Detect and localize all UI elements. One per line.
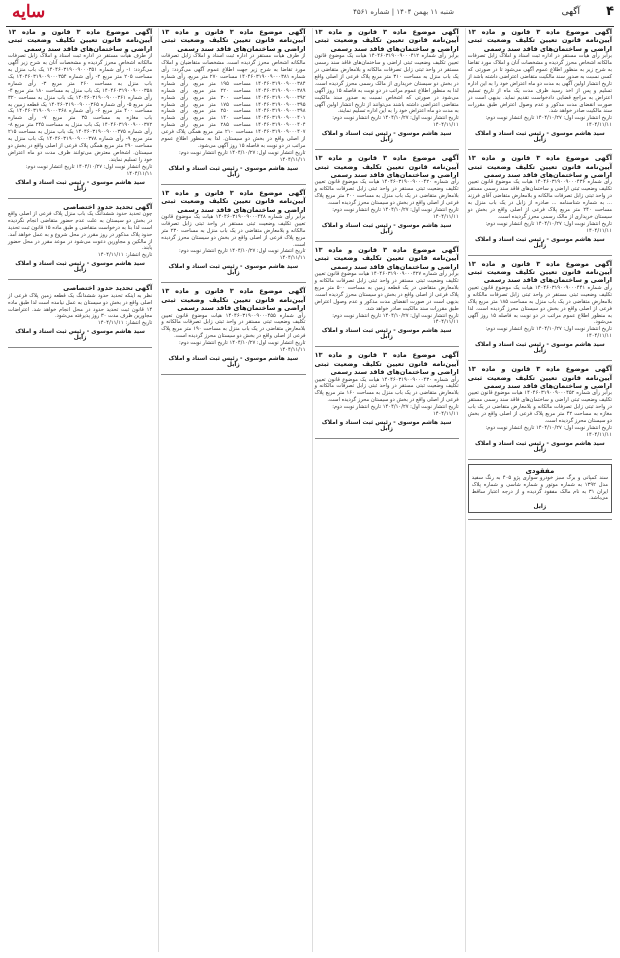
column-1 [465, 28, 614, 952]
notice-signature: سید هاشم موسوی - رئیس ثبت اسناد و املاک زابل [15, 261, 145, 274]
notice-block [468, 154, 612, 248]
divider [468, 519, 612, 520]
notice-body: چون تحدید حدود ششدانگ یک باب منزل پلاک فرعی از اصلی واقع در بخش دو سیستان به علت عدم حضور متقاضی انجام نگردیده است لذا بنا به درخواست متقاضی و طبق ماده ۱۵ قانون ثبت تحدید حدود پلاک مذکور در روز مقرر در محل شروع و به عمل خواهد آمد. از مالکین و مجاورین دعوت می‌شود در موعد مقرر در محل حضور یابند. [8, 210, 153, 252]
divider [315, 438, 459, 439]
notice-body: از طرف هیات مستقر در اداره ثبت اسناد و املاک زابل تصرفات مالکانه اشخاص محرز گردیده است. مشخصات متقاضیان و املاک مورد تقاضا به شرح زیر جهت اطلاع عموم آگهی می‌گردد: رأی شماره ۱۴۰۴۶۰۳۱۹۰۰۹۰۰۰۳۸۱ مساحت ۲۷۰ متر مربع، رأی شماره ۱۴۰۴۶۰۳۱۹۰۰۹۰۰۰۳۸۴ مساحت ۱۹۵ متر مربع، رأی شماره ۱۴۰۴۶۰۳۱۹۰۰۹۰۰۰۳۸۹ مساحت ۲۲۰ متر مربع، رأی شماره ۱۴۰۴۶۰۳۱۹۰۰۹۰۰۰۳۹۲ مساحت ۳۰۰ متر مربع، رأی شماره ۱۴۰۴۶۰۳۱۹۰۰۹۰۰۰۳۹۵ مساحت ۱۷۵ متر مربع، رأی شماره ۱۴۰۴۶۰۳۱۹۰۰۹۰۰۰۳۹۸ مساحت ۲۵۰ متر مربع، رأی شماره ۱۴۰۴۶۰۳۱۹۰۰۹۰۰۰۴۰۱ مساحت ۱۴۰ متر مربع، رأی شماره ۱۴۰۴۶۰۳۱۹۰۰۹۰۰۰۴۰۴ مساحت ۲۸۵ متر مربع، رأی شماره ۱۴۰۴۶۰۳۱۹۰۰۹۰۰۰۴۰۷ مساحت ۲۱۰ متر مربع همگی پلاک فرعی از اصلی واقع در بخش دو سیستان. لذا به منظور اطلاع عموم مراتب در دو نوبت به فاصله ۱۵ روز آگهی می‌شود. [161, 53, 306, 149]
notice-body: برابر رأی شماره ۱۴۰۴۶۰۳۱۹۰۰۹۰۰۰۴۲۷ هیات موضوع قانون تعیین تکلیف وضعیت ثبتی مستقر در واحد ثبتی زابل تصرفات مالکانه و بلامعارض متقاضی در یک قطعه زمین به مساحت ۵۰۰ متر مربع پلاک فرعی از اصلی واقع در بخش دو سیستان محرز گردیده است. بدیهی است در صورت انقضای مدت مذکور و عدم وصول اعتراض طبق مقررات سند مالکیت صادر خواهد شد. [314, 271, 459, 312]
notice-signature: سید هاشم موسوی - رئیس ثبت اسناد و املاک زابل [474, 236, 605, 249]
divider [8, 198, 152, 199]
notice-body: رأی شماره ۱۴۰۴۶۰۳۱۹۰۰۹۰۰۰۴۵۵ هیات موضوع قانون تعیین تکلیف وضعیت ثبتی مستقر در واحد ثبتی زابل تصرفات مالکانه و بلامعارض متقاضی در یک باب منزل به مساحت ۱۹۰ متر مربع پلاک فرعی از اصلی واقع در بخش دو سیستان محرز گردیده است. [161, 312, 306, 340]
notice-dates: تاریخ انتشار نوبت اول: ۱۴۰۴/۱۰/۲۷ تاریخ انتشار نوبت دوم: ۱۴۰۴/۱۱/۱۱ [485, 115, 612, 129]
column-2 [312, 28, 461, 952]
divider [315, 346, 459, 347]
notice-dates: تاریخ انتشار نوبت اول: ۱۴۰۴/۱۰/۲۷ تاریخ انتشار نوبت دوم: ۱۴۰۴/۱۱/۱۱ [178, 248, 306, 262]
notice-dates: تاریخ انتشار نوبت اول: ۱۴۰۴/۱۰/۲۷ تاریخ انتشار نوبت دوم: ۱۴۰۴/۱۱/۱۱ [178, 340, 306, 354]
notice-title: آگهی موضوع ماده ۳ قانون و ماده ۱۳ آیین‌نامه قانون تعیین تکلیف وضعیت ثبتی اراضی و ساختمان‌های فاقد سند رسمی [467, 259, 612, 285]
notice-block [8, 28, 152, 192]
divider [8, 279, 152, 280]
notice-title: آگهی موضوع ماده ۳ قانون و ماده ۱۳ آیین‌نامه قانون تعیین تکلیف وضعیت ثبتی اراضی و ساختمان‌های فاقد سند رسمی [467, 154, 612, 179]
notice-signature: سید هاشم موسوی - رئیس ثبت اسناد و املاک زابل [474, 440, 605, 453]
notice-title: آگهی موضوع ماده ۳ قانون و ماده ۱۳ آیین‌نامه قانون تعیین تکلیف وضعیت ثبتی اراضی و ساختمان‌های فاقد سند رسمی [314, 245, 459, 271]
notice-body: برابر رأی شماره ۱۴۰۴۶۰۳۱۹۰۰۹۰۰۰۴۱۲ هیات یک موضوع قانون تعیین تکلیف وضعیت ثبتی اراضی و ساختمان‌های فاقد سند رسمی مستقر در واحد ثبتی زابل تصرفات مالکانه و بلامعارض متقاضی در یک باب منزل به مساحت ۳۱۰ متر مربع پلاک فرعی از اصلی واقع در بخش دو سیستان خریداری از مالک رسمی محرز گردیده است. لذا به منظور اطلاع عموم مراتب در دو نوبت به فاصله ۱۵ روز آگهی می‌شود در صورتی که اشخاص نسبت به صدور سند مالکیت متقاضی اعتراضی داشته باشند می‌توانند از تاریخ انتشار اولین آگهی به مدت دو ماه اعتراض خود را به این اداره تسلیم نمایند. [314, 53, 459, 115]
notice-body: نظر به اینکه تحدید حدود ششدانگ یک قطعه زمین پلاک فرعی از اصلی واقع در بخش دو سیستان به عمل نیامده است لذا طبق ماده ۱۴ قانون ثبت تحدید حدود در محل انجام خواهد شد. اعتراضات مجاورین ظرف مدت ۳۰ روز پذیرفته می‌شود. [8, 292, 153, 320]
newspaper-logo: سایه [12, 2, 46, 22]
notice-dates: تاریخ انتشار نوبت اول: ۱۴۰۴/۱۰/۲۷ تاریخ انتشار نوبت دوم: ۱۴۰۴/۱۱/۱۱ [485, 326, 612, 340]
notice-title: آگهی موضوع ماده ۳ قانون و ماده ۱۳ آیین‌نامه قانون تعیین تکلیف وضعیت ثبتی اراضی و ساختمان‌های فاقد سند رسمی [467, 28, 612, 53]
notice-block [8, 203, 152, 274]
notice-block [161, 287, 305, 368]
notice-block [315, 351, 459, 432]
notice-signature: سید هاشم موسوی - رئیس ثبت اسناد و املاک زابل [15, 329, 145, 342]
notice-body: برابر رأی شماره ۱۴۰۴۶۰۳۱۹۰۰۹۰۰۰۴۴۸ هیات یک موضوع قانون تعیین تکلیف وضعیت ثبتی مستقر در واحد ثبتی زابل تصرفات مالکانه و بلامعارض متقاضی در یک باب منزل به مساحت ۲۳۰ متر مربع پلاک فرعی از اصلی واقع در بخش دو سیستان محرز گردیده است. [161, 213, 306, 248]
divider [315, 241, 459, 242]
notice-title: آگهی تحدید حدود اختصاصی [63, 284, 153, 293]
notice-signature: سید هاشم موسوی - رئیس ثبت اسناد و املاک زابل [321, 419, 452, 432]
divider [161, 374, 305, 375]
notice-dates: تاریخ انتشار: ۱۴۰۴/۱۱/۱۱ [97, 320, 153, 327]
notice-title: آگهی موضوع ماده ۳ قانون و ماده ۱۳ آیین‌نامه قانون تعیین تکلیف وضعیت ثبتی اراضی و ساختمان‌های فاقد سند رسمی [161, 28, 306, 53]
notice-dates: تاریخ انتشار نوبت اول: ۱۴۰۴/۱۰/۲۷ تاریخ انتشار نوبت دوم: ۱۴۰۴/۱۱/۱۱ [332, 312, 459, 326]
notice-title: آگهی تحدید حدود اختصاصی [63, 202, 153, 211]
column-4 [6, 28, 154, 952]
notice-dates: تاریخ انتشار نوبت اول: ۱۴۰۴/۱۰/۲۷ تاریخ انتشار نوبت دوم: ۱۴۰۴/۱۱/۱۱ [178, 149, 306, 163]
notice-dates: تاریخ انتشار نوبت اول: ۱۴۰۴/۱۰/۲۷ تاریخ انتشار نوبت دوم: ۱۴۰۴/۱۱/۱۱ [485, 424, 612, 438]
notice-title: آگهی موضوع ماده ۳ قانون و ماده ۱۳ آیین‌نامه قانون تعیین تکلیف وضعیت ثبتی اراضی و ساختمان‌های فاقد سند رسمی [161, 188, 306, 214]
divider [161, 184, 305, 185]
notice-body: رأی شماره ۱۴۰۴۶۰۳۱۹۰۰۹۰۰۰۴۳۰ هیات یک موضوع قانون تعیین تکلیف وضعیت ثبتی مستقر در واحد ثبتی زابل تصرفات مالکانه و بلامعارض متقاضی در یک باب منزل به مساحت ۱۶۰ متر مربع پلاک فرعی از اصلی واقع در بخش دو سیستان محرز گردیده است. [314, 376, 459, 404]
notice-dates: تاریخ انتشار نوبت اول: ۱۴۰۴/۱۰/۲۷ تاریخ انتشار نوبت دوم: ۱۴۰۴/۱۱/۱۱ [332, 404, 459, 418]
notice-title: آگهی موضوع ماده ۳ قانون و ماده ۱۳ آیین‌نامه قانون تعیین تکلیف وضعیت ثبتی اراضی و ساختمان‌های فاقد سند رسمی [161, 287, 306, 313]
notice-block [315, 154, 459, 235]
notice-block [468, 28, 612, 143]
divider [161, 282, 305, 283]
notice-dates: تاریخ انتشار نوبت اول: ۱۴۰۴/۱۰/۲۷ تاریخ انتشار نوبت دوم: ۱۴۰۴/۱۱/۱۱ [485, 220, 612, 234]
notice-signature: سید هاشم موسوی - رئیس ثبت اسناد و املاک زابل [15, 179, 145, 192]
notice-block [315, 246, 459, 340]
columns-container [6, 28, 614, 952]
notice-body: برابر رأی شماره ۱۴۰۴۶۰۳۱۹۰۰۹۰۰۰۴۵۲ هیات موضوع قانون تعیین تکلیف وضعیت ثبتی اراضی و ساختمان‌های فاقد سند رسمی مستقر در واحد ثبتی زابل تصرفات مالکانه و بلامعارض متقاضی در یک باب مغازه به مساحت ۴۲ متر مربع پلاک فرعی از اصلی واقع در بخش دو سیستان محرز گردیده است. [467, 390, 613, 424]
section-title: آگهی [561, 7, 580, 17]
notice-signature: سید هاشم موسوی - رئیس ثبت اسناد و املاک زابل [168, 165, 299, 178]
notice-block [468, 464, 612, 514]
notice-block [161, 28, 305, 178]
divider [468, 459, 612, 460]
notice-title: مفقودی [525, 466, 555, 475]
notice-signature: سید هاشم موسوی - رئیس ثبت اسناد و املاک زابل [474, 342, 605, 355]
notice-block [161, 189, 305, 277]
notice-body: رأی شماره ۱۴۰۴۶۰۳۱۹۰۰۹۰۰۰۴۲۰ هیات یک موضوع قانون تعیین تکلیف وضعیت ثبتی مستقر در واحد ثبتی زابل تصرفات مالکانه و بلامعارض متقاضی در یک باب منزل به مساحت ۲۰۰ متر مربع پلاک فرعی از اصلی واقع در بخش دو سیستان محرز گردیده است. [314, 179, 459, 207]
notice-block [468, 260, 612, 354]
notice-title: آگهی موضوع ماده ۳ قانون و ماده ۱۳ آیین‌نامه قانون تعیین تکلیف وضعیت ثبتی اراضی و ساختمان‌های فاقد سند رسمی [314, 154, 459, 179]
divider [315, 149, 459, 150]
notice-signature: زابل [533, 504, 547, 511]
divider [8, 347, 152, 348]
notice-title: آگهی موضوع ماده ۳ قانون و ماده ۱۳ آیین‌نامه قانون تعیین تکلیف وضعیت ثبتی اراضی و ساختمان‌های فاقد سند رسمی [467, 365, 612, 390]
column-3 [158, 28, 307, 952]
notice-title: آگهی موضوع ماده ۳ قانون و ماده ۱۳ آیین‌نامه قانون تعیین تکلیف وضعیت ثبتی اراضی و ساختمان‌های فاقد سند رسمی [314, 28, 459, 53]
page-header [6, 4, 614, 27]
notice-title: آگهی موضوع ماده ۳ قانون و ماده ۱۳ آیین‌نامه قانون تعیین تکلیف وضعیت ثبتی اراضی و ساختمان‌های فاقد سند رسمی [314, 351, 459, 377]
issue-info: شنبه ۱۱ بهمن ۱۴۰۴ | شماره ۴۵۶۱ [353, 8, 454, 16]
divider [468, 360, 612, 361]
notice-block [315, 28, 459, 143]
notice-dates: تاریخ انتشار نوبت اول: ۱۴۰۴/۱۰/۲۷ تاریخ انتشار نوبت دوم: ۱۴۰۴/۱۱/۱۱ [25, 163, 153, 177]
notice-body: سند کمپانی و برگ سبز خودرو سواری پژو ۴۰۵ به رنگ سفید مدل ۱۳۹۲ به شماره موتور و شماره شاسی و شماره پلاک ایران ۳۱ به نام مالک مفقود گردیده و از درجه اعتبار ساقط می‌باشد. [471, 474, 609, 502]
notice-signature: سید هاشم موسوی - رئیس ثبت اسناد و املاک زابل [321, 328, 452, 341]
notice-signature: سید هاشم موسوی - رئیس ثبت اسناد و املاک زابل [168, 355, 299, 368]
notice-title: آگهی موضوع ماده ۳ قانون و ماده ۱۳ آیین‌نامه قانون تعیین تکلیف وضعیت ثبتی اراضی و ساختمان‌های فاقد سند رسمی [8, 28, 153, 53]
notice-body: رأی شماره ۱۴۰۴۶۰۳۱۹۰۰۹۰۰۰۴۴۱ هیات یک موضوع قانون تعیین تکلیف وضعیت ثبتی مستقر در واحد ثبتی زابل تصرفات مالکانه و بلامعارض متقاضی در یک باب منزل به مساحت ۱۸۵ متر مربع پلاک فرعی از اصلی واقع در بخش دو سیستان محرز گردیده است. لذا به منظور اطلاع عموم مراتب در دو نوبت به فاصله ۱۵ روز آگهی می‌شود. [467, 284, 612, 326]
notice-signature: سید هاشم موسوی - رئیس ثبت اسناد و املاک زابل [168, 264, 299, 277]
notice-dates: تاریخ انتشار نوبت اول: ۱۴۰۴/۱۰/۲۷ تاریخ انتشار نوبت دوم: ۱۴۰۴/۱۱/۱۱ [332, 207, 459, 220]
divider [468, 255, 612, 256]
notice-block [468, 365, 612, 453]
notice-body: از طرف هیات مستقر در اداره ثبت اسناد و املاک زابل تصرفات مالکانه اشخاص محرز گردیده و مشخصات آنان به شرح زیر آگهی می‌گردد: ۱- رأی شماره ۱۴۰۴۶۰۳۱۹۰۰۹۰۰۰۳۵۱ یک باب منزل به مساحت ۲۰۵ متر مربع ۲- رأی شماره ۱۴۰۴۶۰۳۱۹۰۰۹۰۰۰۳۵۴ یک باب منزل به مساحت ۲۶۰ متر مربع ۳- رأی شماره ۱۴۰۴۶۰۳۱۹۰۰۹۰۰۰۳۵۸ یک باب منزل به مساحت ۱۸۰ متر مربع ۴- رأی شماره ۱۴۰۴۶۰۳۱۹۰۰۹۰۰۰۳۶۱ یک باب منزل به مساحت ۳۲۰ متر مربع ۵- رأی شماره ۱۴۰۴۶۰۳۱۹۰۰۹۰۰۰۳۶۵ یک قطعه زمین به مساحت ۴۰۰ متر مربع ۶- رأی شماره ۱۴۰۴۶۰۳۱۹۰۰۹۰۰۰۳۶۸ یک باب مغازه به مساحت ۳۵ متر مربع ۷- رأی شماره ۱۴۰۴۶۰۳۱۹۰۰۹۰۰۰۳۷۲ یک باب منزل به مساحت ۲۴۵ متر مربع ۸- رأی شماره ۱۴۰۴۶۰۳۱۹۰۰۹۰۰۰۳۷۵ یک باب منزل به مساحت ۲۱۵ متر مربع ۹- رأی شماره ۱۴۰۴۶۰۳۱۹۰۰۹۰۰۰۳۷۸ یک باب منزل به مساحت ۲۹۰ متر مربع همگی پلاک فرعی از اصلی واقع در بخش دو سیستان. اشخاص معترض می‌توانند ظرف مدت دو ماه اعتراض خود را تسلیم نمایند. [8, 53, 153, 163]
notice-signature: سید هاشم موسوی - رئیس ثبت اسناد و املاک زابل [474, 131, 605, 144]
notice-body: رأی شماره ۱۴۰۴۶۰۳۱۹۰۰۹۰۰۰۴۳۶ هیات یک موضوع قانون تعیین تکلیف وضعیت ثبتی اراضی و ساختمان‌های فاقد سند رسمی مستقر در واحد ثبتی زابل تصرفات مالکانه و بلامعارض متقاضی آقای فرزند ... به شماره شناسنامه ... صادره از زابل در یک باب منزل به مساحت ۲۴۰ متر مربع پلاک فرعی از اصلی واقع در بخش دو سیستان خریداری از مالک رسمی محرز گردیده است. [467, 179, 613, 220]
notice-dates: تاریخ انتشار: ۱۴۰۴/۱۱/۱۱ [97, 252, 153, 259]
notice-block [8, 284, 152, 341]
notice-dates: تاریخ انتشار نوبت اول: ۱۴۰۴/۱۰/۲۷ تاریخ انتشار نوبت دوم: ۱۴۰۴/۱۱/۱۱ [332, 115, 459, 129]
divider [468, 149, 612, 150]
notice-body: برابر رأی هیات مستقر در اداره ثبت اسناد و املاک زابل تصرفات مالکانه اشخاص محرز گردیده و مشخصات آنان و املاک مورد تقاضا به شرح زیر به منظور اطلاع عموم آگهی می‌شود تا در صورتی که کسی نسبت به صدور سند مالکیت متقاضی اعتراضی داشته باشد از تاریخ انتشار اولین آگهی به مدت دو ماه اعتراض خود را به این اداره تسلیم و پس از اخذ رسید ظرف مدت یک ماه از تاریخ تسلیم اعتراض به مراجع قضایی دادخواست تقدیم نماید. بدیهی است در صورت انقضای مدت مذکور و عدم وصول اعتراض طبق مقررات سند مالکیت صادر خواهد شد. [467, 53, 612, 115]
page-number: ۴ [606, 4, 614, 19]
notice-signature: سید هاشم موسوی - رئیس ثبت اسناد و املاک زابل [321, 222, 452, 235]
notice-signature: سید هاشم موسوی - رئیس ثبت اسناد و املاک زابل [321, 131, 452, 144]
